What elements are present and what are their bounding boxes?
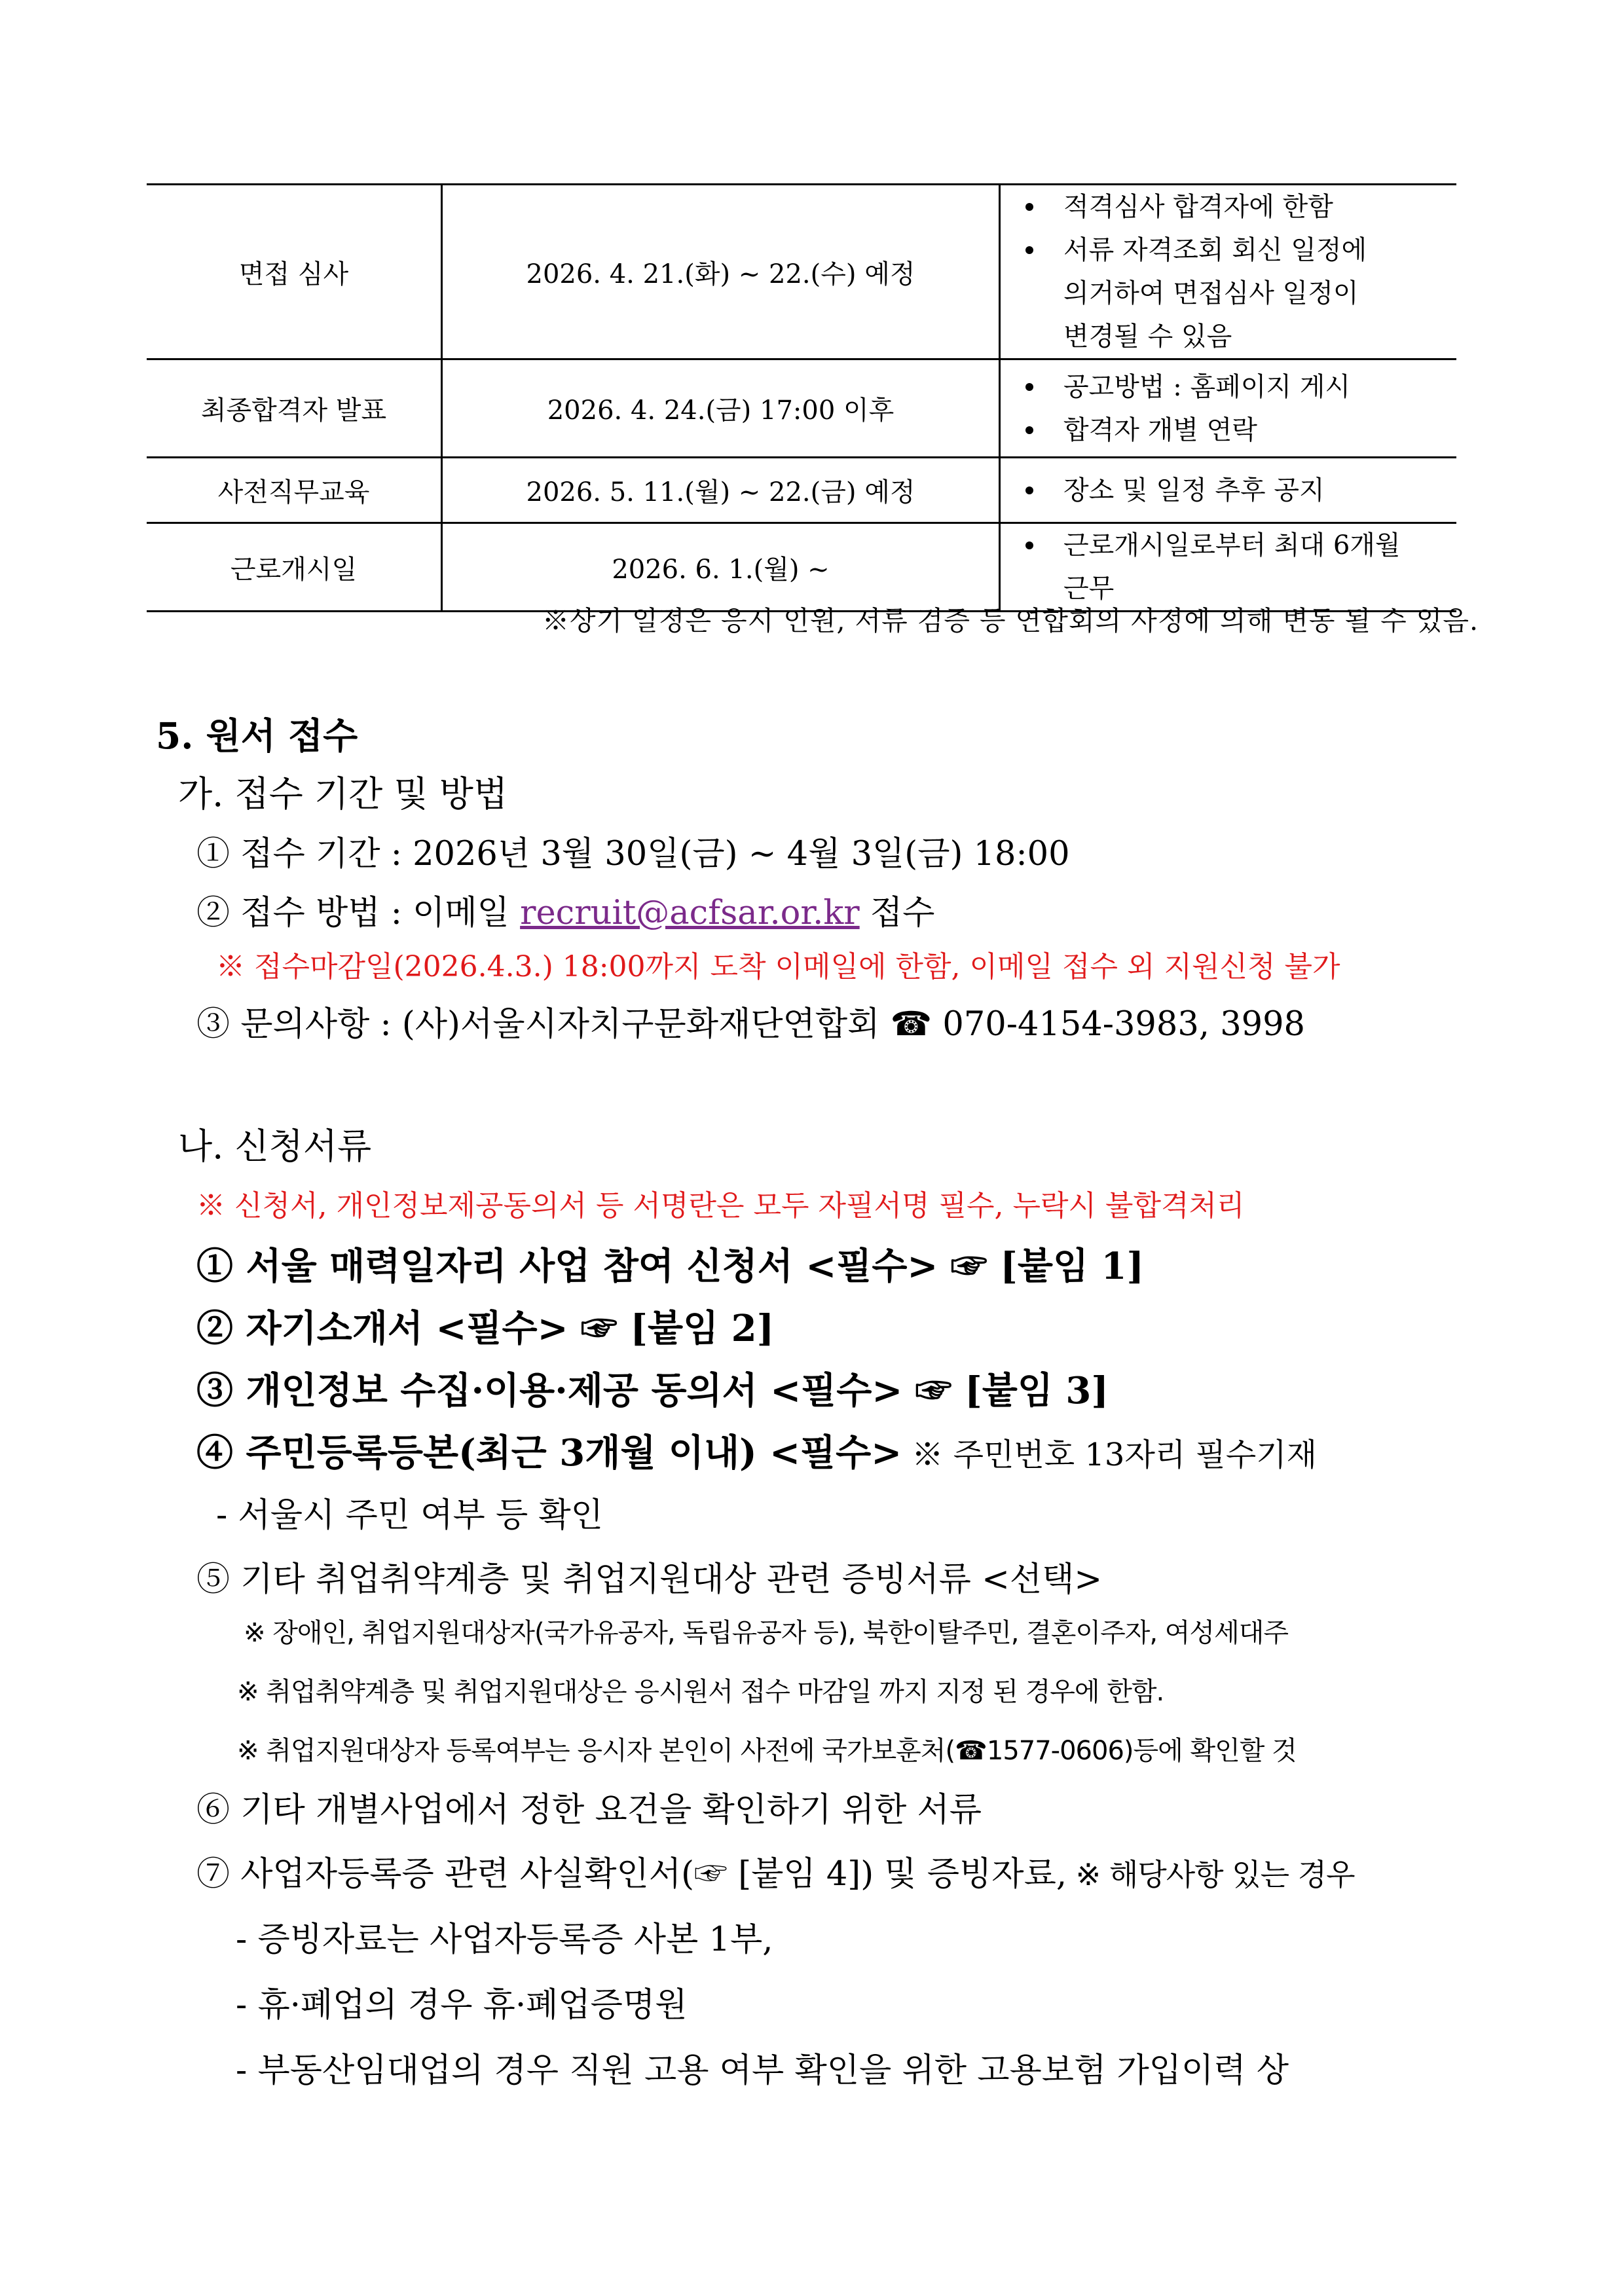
contact-phone: 070-4154-3983, 3998 — [942, 1005, 1305, 1044]
doc-item-7-sub-2: - 휴·폐업의 경우 휴·폐업증명원 — [236, 1986, 688, 2025]
doc-item-6: ⑥ 기타 개별사업에서 정한 요건을 확인하기 위한 서류 — [196, 1791, 982, 1829]
bullet-icon — [1025, 487, 1033, 494]
schedule-note-item — [1018, 185, 1456, 229]
bullet-icon — [1025, 246, 1033, 254]
schedule-row — [147, 458, 1456, 523]
schedule-row — [147, 185, 1456, 359]
doc-item-4-note: ※ 주민번호 13자리 필수기재 — [902, 1437, 1317, 1473]
method-prefix: ② 접수 방법 : 이메일 — [196, 894, 521, 932]
doc-item-7-sub-1: - 증빙자료는 사업자등록증 사본 1부, — [236, 1920, 773, 1959]
schedule-stage: 최종합격자 발표 — [147, 359, 442, 458]
doc-item-2: ② 자기소개서 <필수> ☞ [붙임 2] — [196, 1307, 775, 1350]
method-item — [196, 885, 934, 934]
schedule-row — [147, 523, 1456, 612]
schedule-notes — [1000, 523, 1457, 612]
schedule-stage: 근로개시일 — [147, 523, 442, 612]
schedule-notes — [1000, 359, 1457, 458]
schedule-row — [147, 359, 1456, 458]
doc-item-5: ⑤ 기타 취업취약계층 및 취업지원대상 관련 증빙서류 <선택> — [196, 1560, 1103, 1599]
subsection-title-period: 가. 접수 기간 및 방법 — [178, 773, 508, 815]
doc-item-3: ③ 개인정보 수집·이용·제공 동의서 <필수> ☞ [붙임 3] — [196, 1369, 1109, 1412]
schedule-note-text: 근로개시일로부터 최대 6개월 근무 — [1063, 530, 1401, 604]
schedule-note-text: 합격자 개별 연락 — [1063, 414, 1257, 445]
doc-item-4 — [196, 1424, 1317, 1477]
doc-item-7 — [196, 1846, 1355, 1895]
schedule-note-text: 장소 및 일정 추후 공지 — [1063, 475, 1325, 505]
schedule-date: 2026. 4. 24.(금) 17:00 이후 — [442, 359, 1000, 458]
schedule-note-item — [1018, 365, 1456, 409]
deadline-note: ※ 접수마감일(2026.4.3.) 18:00까지 도착 이메일에 한함, 이메일 접수 외 지원신청 불가 — [216, 950, 1340, 983]
bullet-icon — [1025, 542, 1033, 549]
contact-item — [196, 997, 1305, 1045]
schedule-notes — [1000, 185, 1457, 359]
schedule-note-item — [1018, 469, 1456, 512]
doc-item-5-note-1: ※ 장애인, 취업지원대상자(국가유공자, 독립유공자 등), 북한이탈주민, 결혼이주자, 여성세대주 — [244, 1618, 1288, 1648]
schedule-notes — [1000, 458, 1457, 523]
bullet-icon — [1025, 426, 1033, 434]
doc-item-7-note: ※ 해당사항 있는 경우 — [1067, 1857, 1355, 1892]
schedule-note-text: 공고방법 : 홈페이지 게시 — [1063, 371, 1351, 402]
schedule-note: ※상기 일정은 응시 인원, 서류 검증 등 연합회의 사정에 의해 변동 될 수 있음. — [542, 605, 1479, 636]
doc-item-5-note-2: ※ 취업취약계층 및 취업지원대상은 응시원서 접수 마감일 까지 지정 된 경우에 한함. — [237, 1677, 1164, 1707]
bullet-icon — [1025, 203, 1033, 211]
section-title: 5. 원서 접수 — [156, 714, 358, 757]
doc-item-4-sub: - 서울시 주민 여부 등 확인 — [216, 1496, 603, 1535]
period-item: ① 접수 기간 : 2026년 3월 30일(금) ~ 4월 3일(금) 18:00 — [196, 835, 1070, 873]
schedule-note-item — [1018, 409, 1456, 452]
schedule-date: 2026. 5. 11.(월) ~ 22.(금) 예정 — [442, 458, 1000, 523]
bullet-icon — [1025, 383, 1033, 391]
doc-item-5-note-3: ※ 취업지원대상자 등록여부는 응시자 본인이 사전에 국가보훈처(☎1577-0606)등에 확인할 것 — [237, 1736, 1297, 1766]
schedule-note-item — [1018, 229, 1456, 358]
schedule-date: 2026. 6. 1.(월) ~ — [442, 523, 1000, 612]
doc-item-7-label: ⑦ 사업자등록증 관련 사실확인서(☞ [붙임 4]) 및 증빙자료, — [196, 1855, 1067, 1894]
doc-item-7-sub-3: - 부동산임대업의 경우 직원 고용 여부 확인을 위한 고용보험 가입이력 상 — [236, 2051, 1289, 2090]
signature-note: ※ 신청서, 개인정보제공동의서 등 서명란은 모두 자필서명 필수, 누락시 불합격처리 — [196, 1189, 1245, 1222]
schedule-stage: 사전직무교육 — [147, 458, 442, 523]
contact-prefix: ③ 문의사항 : (사)서울시자치구문화재단연합회 — [196, 1005, 891, 1044]
subsection-title-docs: 나. 신청서류 — [178, 1126, 372, 1167]
schedule-note-text: 서류 자격조회 회신 일정에 의거하여 면접심사 일정이 변경될 수 있음 — [1063, 235, 1367, 352]
schedule-stage: 면접 심사 — [147, 185, 442, 359]
email-link[interactable]: recruit@acfsar.or.kr — [520, 894, 860, 932]
doc-item-4-label: ④ 주민등록등본(최근 3개월 이내) <필수> — [196, 1431, 902, 1475]
schedule-note-text: 적격심사 합격자에 한함 — [1063, 192, 1333, 222]
schedule-note-item — [1018, 524, 1456, 610]
method-suffix: 접수 — [859, 894, 935, 932]
schedule-table — [147, 183, 1456, 612]
phone-icon: ☎ — [890, 1005, 932, 1044]
doc-item-1: ① 서울 매력일자리 사업 참여 신청서 <필수> ☞ [붙임 1] — [196, 1245, 1144, 1288]
schedule-date: 2026. 4. 21.(화) ~ 22.(수) 예정 — [442, 185, 1000, 359]
